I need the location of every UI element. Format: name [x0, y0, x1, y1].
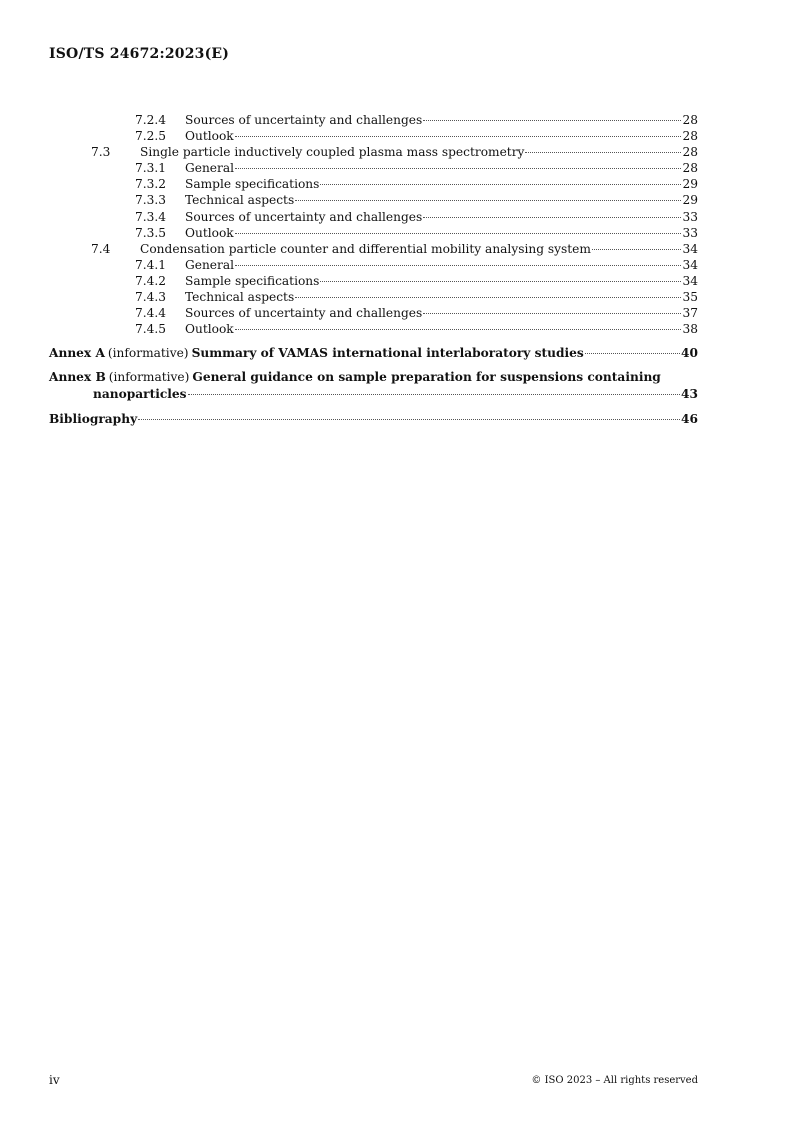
toc-number: 7.3.2: [135, 177, 167, 192]
toc-number: 7.3.1: [135, 161, 167, 176]
toc-entry-7-4-1[interactable]: [49, 257, 698, 273]
toc-entry-7-2-4[interactable]: [49, 112, 698, 128]
toc-number: 7.3.5: [135, 225, 167, 240]
page-number: iv: [49, 1073, 60, 1087]
toc-entry-7-3-5[interactable]: [49, 225, 698, 241]
toc-page: 40: [681, 346, 698, 361]
toc-entry-7-4[interactable]: [49, 241, 698, 257]
toc-page: 35: [682, 290, 698, 305]
annex-title: Summary of VAMAS international interlaboratory studies: [191, 346, 584, 361]
toc-page: 34: [682, 257, 698, 272]
toc-page: 43: [681, 387, 698, 402]
bibliography-title: Bibliography: [49, 411, 138, 426]
toc-page: 28: [682, 113, 698, 127]
table-of-contents: [49, 112, 698, 427]
dot-leader: [585, 353, 680, 354]
toc-page: 29: [682, 177, 698, 192]
document-header: ISO/TS 24672:2023(E): [49, 46, 230, 62]
toc-page: 29: [682, 193, 698, 208]
toc-page: 28: [682, 161, 698, 176]
annex-label: Annex A: [49, 346, 105, 361]
toc-entry-7-3[interactable]: [49, 144, 698, 160]
dot-leader: [525, 152, 681, 153]
toc-number: 7.4.4: [135, 306, 167, 321]
dot-leader: [320, 184, 681, 185]
toc-entry-annex-a[interactable]: [49, 345, 698, 361]
dot-leader: [592, 249, 681, 250]
toc-entry-annex-b[interactable]: [49, 369, 698, 402]
toc-number: 7.2.5: [135, 129, 167, 144]
annex-a-heading: [49, 345, 584, 361]
annex-b-heading: [49, 369, 698, 386]
dot-leader: [235, 265, 681, 266]
toc-entry-7-3-3[interactable]: [49, 192, 698, 208]
toc-page: 34: [682, 241, 698, 256]
toc-page: 28: [682, 145, 698, 160]
toc-entry-7-3-1[interactable]: [49, 160, 698, 176]
dot-leader: [235, 329, 681, 330]
toc-title: Single particle inductively coupled plasma mass spectrometry: [140, 145, 525, 160]
toc-page: 37: [682, 306, 698, 321]
toc-entry-7-3-4[interactable]: [49, 209, 698, 225]
dot-leader: [235, 233, 681, 234]
toc-title: General: [185, 161, 234, 176]
annex-label: Annex B: [49, 370, 106, 385]
toc-page: 34: [682, 273, 698, 288]
toc-title: Technical aspects: [185, 193, 295, 208]
toc-title: Condensation particle counter and differential mobility analysing system: [140, 241, 591, 256]
toc-entry-7-4-4[interactable]: [49, 305, 698, 321]
annex-type: (informative): [107, 346, 189, 361]
toc-number: 7.4.2: [135, 273, 167, 288]
toc-title: Outlook: [185, 129, 234, 144]
dot-leader: [423, 217, 681, 218]
toc-page: 46: [681, 411, 698, 426]
toc-title: Sources of uncertainty and challenges: [185, 209, 423, 224]
dot-leader: [295, 297, 681, 298]
toc-number: 7.3.3: [135, 193, 167, 208]
toc-title: Sources of uncertainty and challenges: [185, 306, 423, 321]
toc-entry-7-4-2[interactable]: [49, 273, 698, 289]
dot-leader: [423, 120, 681, 121]
toc-title: Sample specifications: [185, 273, 320, 288]
copyright-notice: © ISO 2023 – All rights reserved: [531, 1075, 698, 1086]
dot-leader: [138, 419, 680, 420]
dot-leader: [235, 136, 681, 137]
annex-b-continuation: [49, 386, 698, 402]
toc-number: 7.4: [91, 241, 111, 256]
toc-title: Outlook: [185, 225, 234, 240]
toc-title: Sample specifications: [185, 177, 320, 192]
toc-entry-7-4-5[interactable]: [49, 321, 698, 337]
toc-entry-7-2-5[interactable]: [49, 128, 698, 144]
dot-leader: [235, 168, 681, 169]
toc-number: 7.2.4: [135, 113, 167, 127]
dot-leader: [295, 200, 681, 201]
toc-entry-7-3-2[interactable]: [49, 176, 698, 192]
toc-title: General: [185, 257, 234, 272]
toc-number: 7.3.4: [135, 209, 167, 224]
toc-number: 7.4.1: [135, 257, 167, 272]
toc-number: 7.4.3: [135, 290, 167, 305]
toc-title: Sources of uncertainty and challenges: [185, 113, 423, 127]
toc-entry-bibliography[interactable]: [49, 411, 698, 427]
dot-leader: [320, 281, 681, 282]
toc-page: 33: [682, 225, 698, 240]
toc-number: 7.3: [91, 145, 111, 160]
toc-title: Technical aspects: [185, 290, 295, 305]
dot-leader: [188, 394, 681, 395]
annex-type: (informative): [108, 370, 190, 385]
toc-page: 38: [682, 322, 698, 337]
annex-title-line2: nanoparticles: [93, 387, 187, 402]
toc-title: Outlook: [185, 322, 234, 337]
toc-page: 33: [682, 209, 698, 224]
dot-leader: [423, 313, 681, 314]
toc-page: 28: [682, 129, 698, 144]
toc-entry-7-4-3[interactable]: [49, 289, 698, 305]
annex-title-line1: General guidance on sample preparation for suspensions containing: [192, 370, 661, 385]
toc-number: 7.4.5: [135, 322, 167, 337]
